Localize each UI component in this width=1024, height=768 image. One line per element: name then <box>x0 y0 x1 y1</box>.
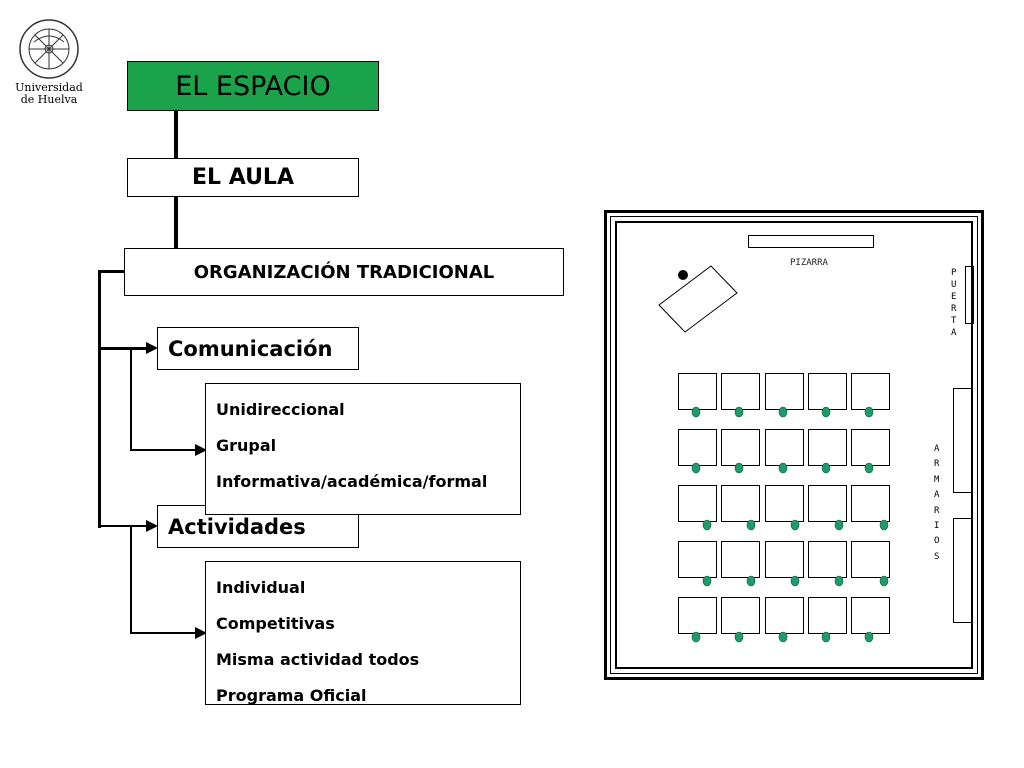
comunicacion-box: Comunicación <box>157 327 359 370</box>
student-dot <box>703 576 711 586</box>
aula-box: EL AULA <box>127 158 359 197</box>
puerta-letter: A <box>951 328 957 338</box>
pizarra-label: PIZARRA <box>790 258 828 268</box>
armarios-letter: M <box>934 474 940 485</box>
list-item: Individual <box>216 578 306 597</box>
actividades-box: Actividades <box>157 505 359 548</box>
student-dot <box>779 632 787 642</box>
student-dot <box>747 520 755 530</box>
student-dot <box>791 520 799 530</box>
student-dot <box>865 407 873 417</box>
student-dot <box>747 576 755 586</box>
armarios-letter: O <box>934 536 940 547</box>
student-dot <box>822 632 830 642</box>
student-dot <box>692 632 700 642</box>
list-item: Programa Oficial <box>216 686 367 705</box>
student-dot <box>880 576 888 586</box>
logo-line-2: de Huelva <box>20 93 78 106</box>
student-dot <box>692 463 700 473</box>
organizacion-box: ORGANIZACIÓN TRADICIONAL <box>124 248 564 296</box>
logo-line-1: Universidad <box>15 81 83 94</box>
student-dot <box>735 463 743 473</box>
list-item: Competitivas <box>216 614 335 633</box>
student-dot <box>735 407 743 417</box>
student-dot <box>703 520 711 530</box>
armarios-letter: I <box>934 521 940 532</box>
student-dot <box>835 576 843 586</box>
student-dot <box>779 407 787 417</box>
puerta-letter: P <box>951 268 957 278</box>
puerta-letter: U <box>951 280 957 290</box>
armarios-letter: S <box>934 551 940 562</box>
student-dot <box>865 463 873 473</box>
student-dot <box>822 463 830 473</box>
student-dot <box>779 463 787 473</box>
armarios-letter: A <box>934 490 940 501</box>
list-item: Unidireccional <box>216 400 345 419</box>
student-dot <box>735 632 743 642</box>
armarios-letter: R <box>934 505 940 516</box>
puerta-letter: E <box>951 292 957 302</box>
list-item: Informativa/académica/formal <box>216 472 488 491</box>
student-dot <box>822 407 830 417</box>
list-item: Grupal <box>216 436 277 455</box>
student-dot <box>835 520 843 530</box>
student-dot <box>865 632 873 642</box>
title-box: EL ESPACIO <box>127 61 379 111</box>
armarios-letter: R <box>934 459 940 470</box>
student-dot <box>692 407 700 417</box>
student-dot <box>791 576 799 586</box>
armarios-letter: A <box>934 444 940 454</box>
student-dot <box>880 520 888 530</box>
puerta-letter: R <box>951 304 957 314</box>
puerta-letter: T <box>951 316 957 326</box>
list-item: Misma actividad todos <box>216 650 420 669</box>
